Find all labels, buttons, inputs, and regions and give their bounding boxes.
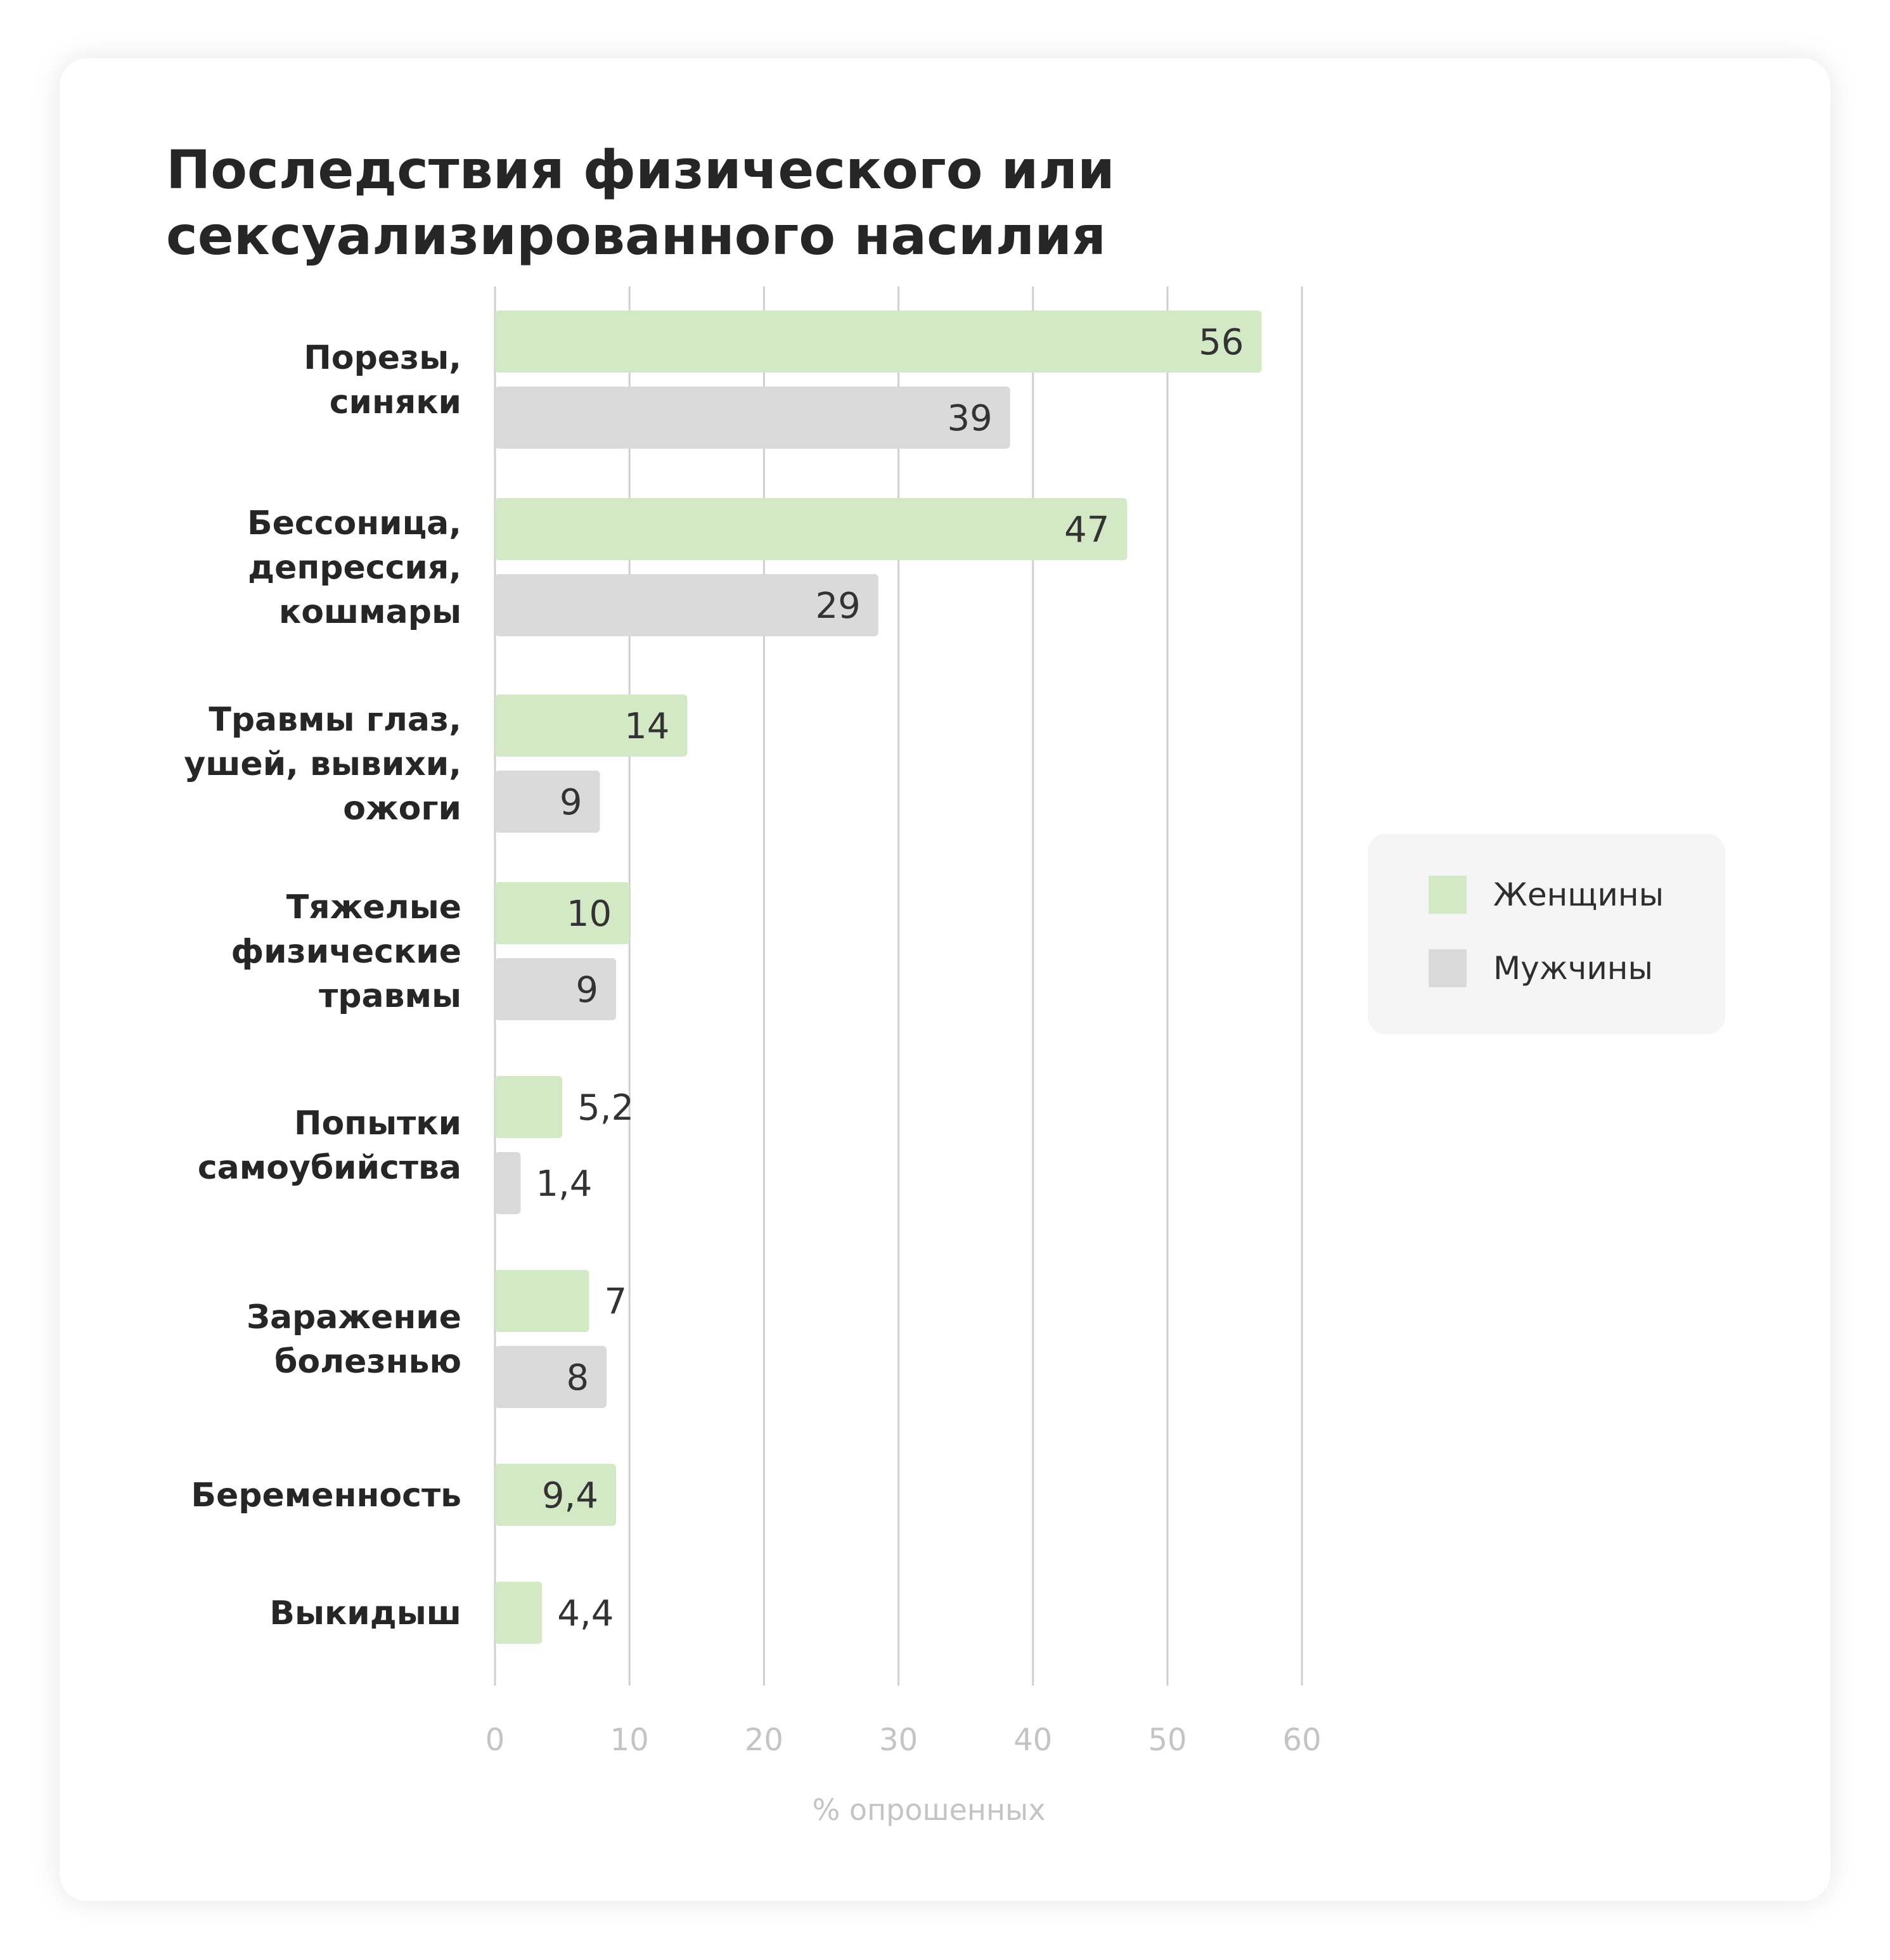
legend-swatch-men	[1429, 949, 1467, 987]
x-tick-label-40: 40	[1013, 1722, 1053, 1758]
bar-women-7	[495, 1582, 542, 1644]
bar-women-5	[495, 1270, 589, 1332]
x-axis-title: % опрошенных	[812, 1793, 1046, 1827]
value-label-women-5: 7	[604, 1281, 627, 1323]
bar-men-0	[495, 387, 1010, 449]
value-label-men-4: 1,4	[536, 1163, 593, 1205]
bar-men-2	[495, 771, 600, 833]
x-tick-label-50: 50	[1148, 1722, 1187, 1758]
value-label-women-3: 10	[566, 894, 612, 935]
value-label-women-0: 56	[1199, 322, 1244, 363]
x-tick-label-0: 0	[485, 1722, 505, 1758]
legend	[1368, 834, 1725, 1034]
x-tick-label-10: 10	[610, 1722, 649, 1758]
value-label-women-2: 14	[624, 706, 670, 747]
bar-men-4	[495, 1152, 520, 1214]
value-label-men-3: 9	[575, 970, 598, 1011]
category-label-0: Порезы, синяки	[304, 339, 461, 421]
category-label-5: Заражение болезнью	[247, 1298, 461, 1381]
value-label-women-7: 4,4	[557, 1593, 614, 1634]
legend-label-women: Женщины	[1493, 876, 1664, 913]
chart-title: Последствия физического или сексуализированного насилия	[166, 139, 1115, 267]
legend-swatch-women	[1429, 876, 1467, 914]
value-label-women-4: 5,2	[577, 1087, 634, 1129]
value-label-women-6: 9,4	[541, 1475, 598, 1516]
bar-women-1	[495, 498, 1127, 560]
value-label-men-0: 39	[947, 398, 993, 439]
legend-label-men: Мужчины	[1493, 950, 1653, 987]
value-label-men-2: 9	[559, 782, 582, 823]
x-tick-label-20: 20	[744, 1722, 783, 1758]
x-tick-label-60: 60	[1282, 1722, 1321, 1758]
value-label-men-5: 8	[566, 1357, 589, 1399]
x-tick-label-30: 30	[879, 1722, 918, 1758]
legend-item-men	[1429, 949, 1653, 987]
bar-women-4	[495, 1076, 562, 1138]
value-label-women-1: 47	[1064, 509, 1110, 551]
category-label-6: Беременность	[191, 1476, 461, 1515]
category-label-4: Попытки самоубийства	[197, 1105, 461, 1187]
category-label-1: Бессоница, депрессия, кошмары	[247, 504, 461, 631]
category-label-7: Выкидыш	[269, 1594, 461, 1632]
category-label-2: Травмы глаз, ушей, вывихи, ожоги	[184, 701, 461, 828]
value-label-men-1: 29	[815, 586, 861, 627]
bar-women-0	[495, 311, 1262, 373]
category-label-3: Тяжелые физические травмы	[231, 888, 461, 1015]
legend-item-women	[1429, 876, 1664, 914]
bar-men-5	[495, 1346, 607, 1408]
